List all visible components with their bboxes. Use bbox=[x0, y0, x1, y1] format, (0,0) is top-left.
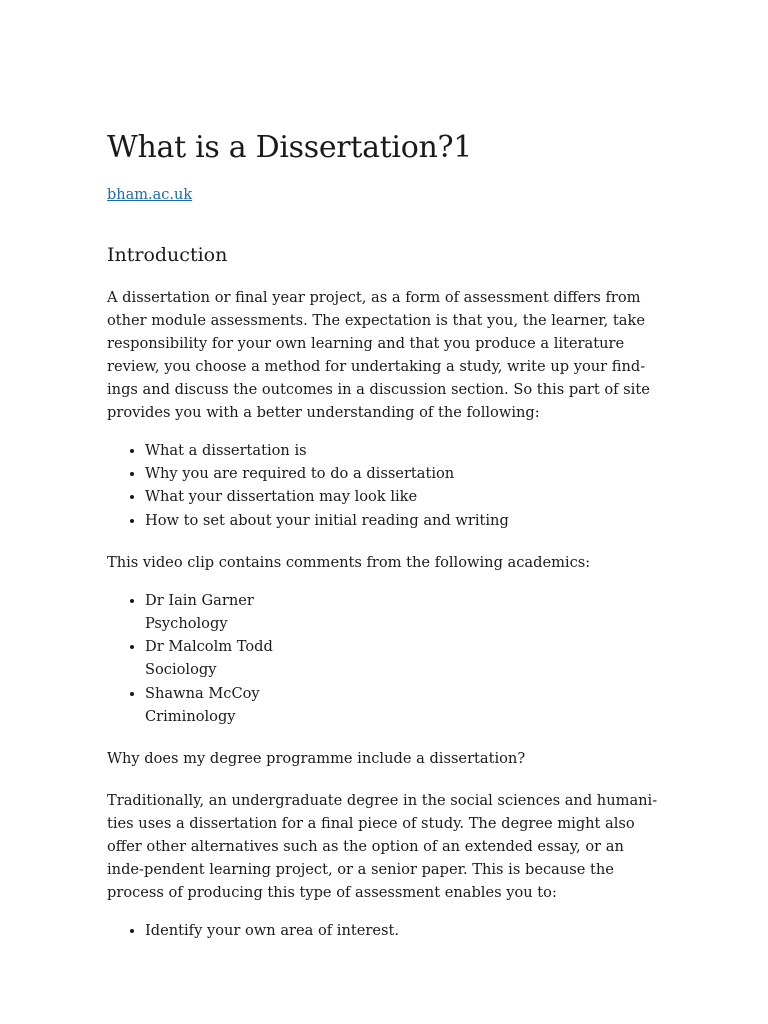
academic-department: Psychology bbox=[145, 615, 228, 633]
intro-paragraph: A dissertation or final year project, as a form of assessment differs from other module assessments. The expectation is that you, the learner, take responsibility for your own learning and that you produce a literature review, you choose a method for undertaking a study, write up your find-ings and discuss the outcomes in a discussion section. So this part of site provides you with a better understanding of the following: bbox=[107, 289, 650, 421]
academic-name: • Shawna McCoy bbox=[145, 684, 260, 702]
academic-department: Criminology bbox=[145, 707, 236, 725]
list-item bbox=[145, 682, 662, 728]
document-page bbox=[107, 128, 662, 942]
list-item: • How to set about your initial reading and writing bbox=[145, 509, 662, 532]
list-item: • What your dissertation may look like bbox=[145, 485, 662, 508]
list-item: • Why you are required to do a dissertation bbox=[145, 462, 662, 485]
page-title: What is a Dissertation?1 bbox=[107, 130, 473, 165]
traditional-paragraph: Traditionally, an undergraduate degree in the social sciences and humani-ties uses a dissertation for a final piece of study. The degree might also offer other alternatives such as the option of an extended essay, or an inde-pendent learning project, or a senior paper. This is because the process of producing this type of assessment enables you to: bbox=[107, 792, 658, 902]
list-item bbox=[145, 635, 662, 681]
list-item: • What a dissertation is bbox=[145, 439, 662, 462]
academic-department: Sociology bbox=[145, 661, 217, 679]
academics-list bbox=[107, 589, 662, 728]
academic-name: • Dr Malcolm Todd bbox=[145, 638, 273, 656]
academic-name: • Dr Iain Garner bbox=[145, 591, 254, 609]
section-heading: Introduction bbox=[107, 244, 228, 266]
list-item: • Identify your own area of interest. bbox=[145, 919, 662, 942]
topics-list bbox=[107, 439, 662, 532]
question-paragraph: Why does my degree programme include a dissertation? bbox=[107, 750, 526, 768]
list-item bbox=[145, 589, 662, 635]
source-link[interactable]: bham.ac.uk bbox=[107, 187, 193, 203]
benefits-list bbox=[107, 919, 662, 942]
video-paragraph: This video clip contains comments from the following academics: bbox=[107, 553, 591, 571]
